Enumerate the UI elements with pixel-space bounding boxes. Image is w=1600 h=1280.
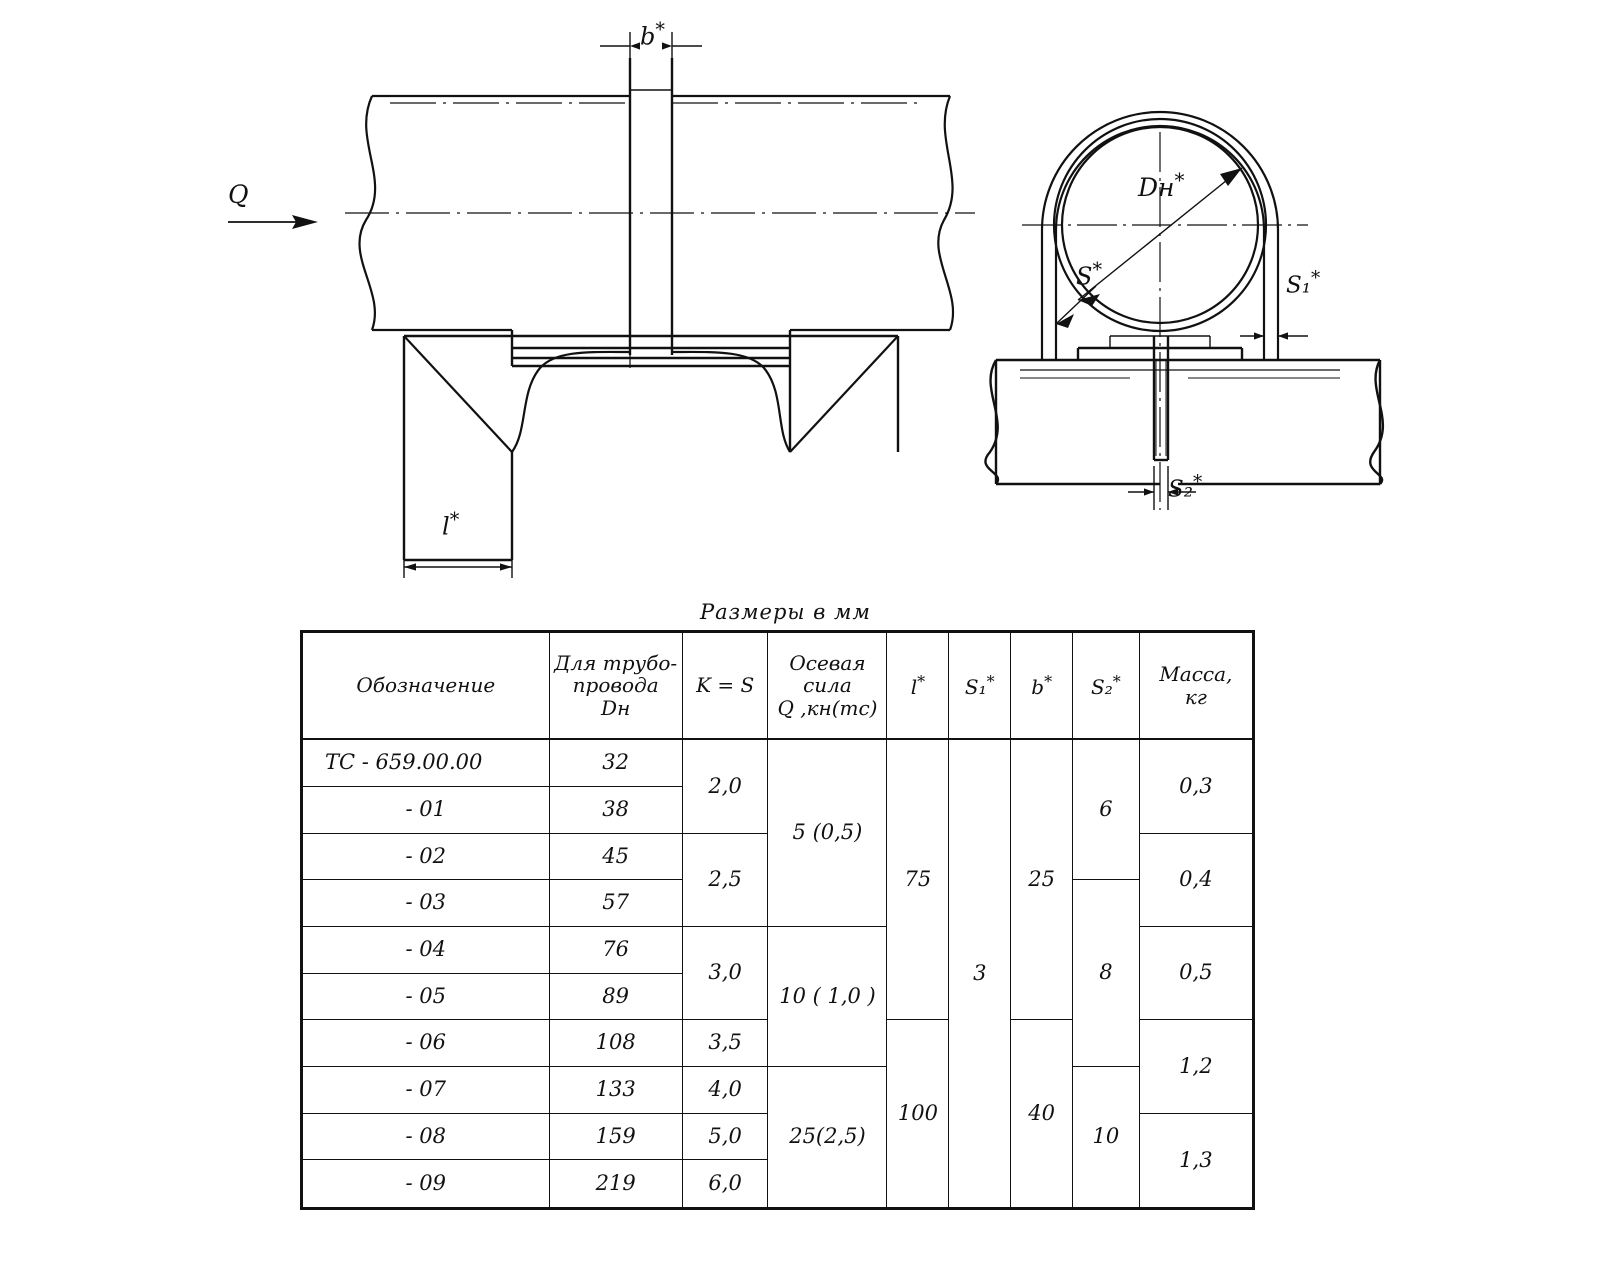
cell-axial-force: 25(2,5) [768, 1067, 887, 1209]
header-pipe-dn: Для трубо- провода Dн [549, 632, 682, 740]
cell-s2: 8 [1073, 880, 1140, 1067]
cell-pipe-dn: 219 [549, 1160, 682, 1209]
watermark-text [1588, 1258, 1592, 1274]
cell-pipe-dn: 108 [549, 1020, 682, 1067]
cell-designation: - 02 [302, 833, 550, 880]
cell-b: 40 [1011, 1020, 1073, 1209]
header-designation: Обозначение [302, 632, 550, 740]
cell-designation: - 07 [302, 1067, 550, 1114]
cell-mass: 1,3 [1139, 1113, 1253, 1208]
header-b: b* [1011, 632, 1073, 740]
cell-l: 75 [887, 739, 949, 1020]
cell-designation: - 08 [302, 1113, 550, 1160]
cell-pipe-dn: 57 [549, 880, 682, 927]
cell-l: 100 [887, 1020, 949, 1209]
dimensions-table-body [302, 739, 1254, 1209]
dimensions-table [300, 630, 1255, 1210]
cell-k-s: 5,0 [682, 1113, 768, 1160]
cell-mass: 0,4 [1139, 833, 1253, 926]
cell-designation: - 09 [302, 1160, 550, 1209]
header-k-s: K = S [682, 632, 768, 740]
cell-pipe-dn: 133 [549, 1067, 682, 1114]
table-title: Размеры в мм [700, 600, 871, 624]
cell-k-s: 2,0 [682, 739, 768, 833]
label-b-star: b* [640, 18, 665, 51]
cell-b: 25 [1011, 739, 1073, 1020]
cell-k-s: 2,5 [682, 833, 768, 926]
cell-s2: 6 [1073, 739, 1140, 880]
cell-mass: 0,3 [1139, 739, 1253, 833]
header-s2: S₂* [1073, 632, 1140, 740]
label-s2-star: S₂* [1168, 472, 1203, 503]
cell-designation: - 04 [302, 927, 550, 974]
table-row [302, 1067, 1254, 1114]
cell-designation: - 03 [302, 880, 550, 927]
cell-s1: 3 [949, 739, 1011, 1209]
cell-axial-force: 5 (0,5) [768, 739, 887, 927]
header-l: l* [887, 632, 949, 740]
table-row [302, 739, 1254, 787]
cell-designation: ТС - 659.00.00 [302, 739, 550, 787]
cell-pipe-dn: 89 [549, 973, 682, 1020]
label-dn-star: Dн* [1138, 168, 1185, 202]
cell-mass: 0,5 [1139, 927, 1253, 1020]
header-s1: S₁* [949, 632, 1011, 740]
cell-mass: 1,2 [1139, 1020, 1253, 1113]
table-header-row [302, 632, 1254, 740]
cell-axial-force: 10 ( 1,0 ) [768, 927, 887, 1067]
cell-k-s: 4,0 [682, 1067, 768, 1114]
label-l-star: l* [442, 508, 460, 541]
side-view-drawing [0, 0, 1000, 600]
cell-pipe-dn: 159 [549, 1113, 682, 1160]
header-axial-force: Осевая сила Q ,кн(тс) [768, 632, 887, 740]
cell-designation: - 05 [302, 973, 550, 1020]
cell-pipe-dn: 32 [549, 739, 682, 787]
label-s-star: S* [1076, 258, 1103, 291]
cell-k-s: 6,0 [682, 1160, 768, 1209]
front-view-drawing [960, 60, 1520, 580]
cell-s2: 10 [1073, 1067, 1140, 1209]
label-axial-force-q: Q [228, 180, 249, 209]
cell-pipe-dn: 76 [549, 927, 682, 974]
cell-pipe-dn: 45 [549, 833, 682, 880]
cell-designation: - 06 [302, 1020, 550, 1067]
cell-k-s: 3,0 [682, 927, 768, 1020]
cell-k-s: 3,5 [682, 1020, 768, 1067]
cell-designation: - 01 [302, 787, 550, 834]
dimensions-table-wrap [300, 630, 1255, 1210]
header-mass: Масса, кг [1139, 632, 1253, 740]
cell-pipe-dn: 38 [549, 787, 682, 834]
label-s1-star: S₁* [1286, 268, 1321, 299]
